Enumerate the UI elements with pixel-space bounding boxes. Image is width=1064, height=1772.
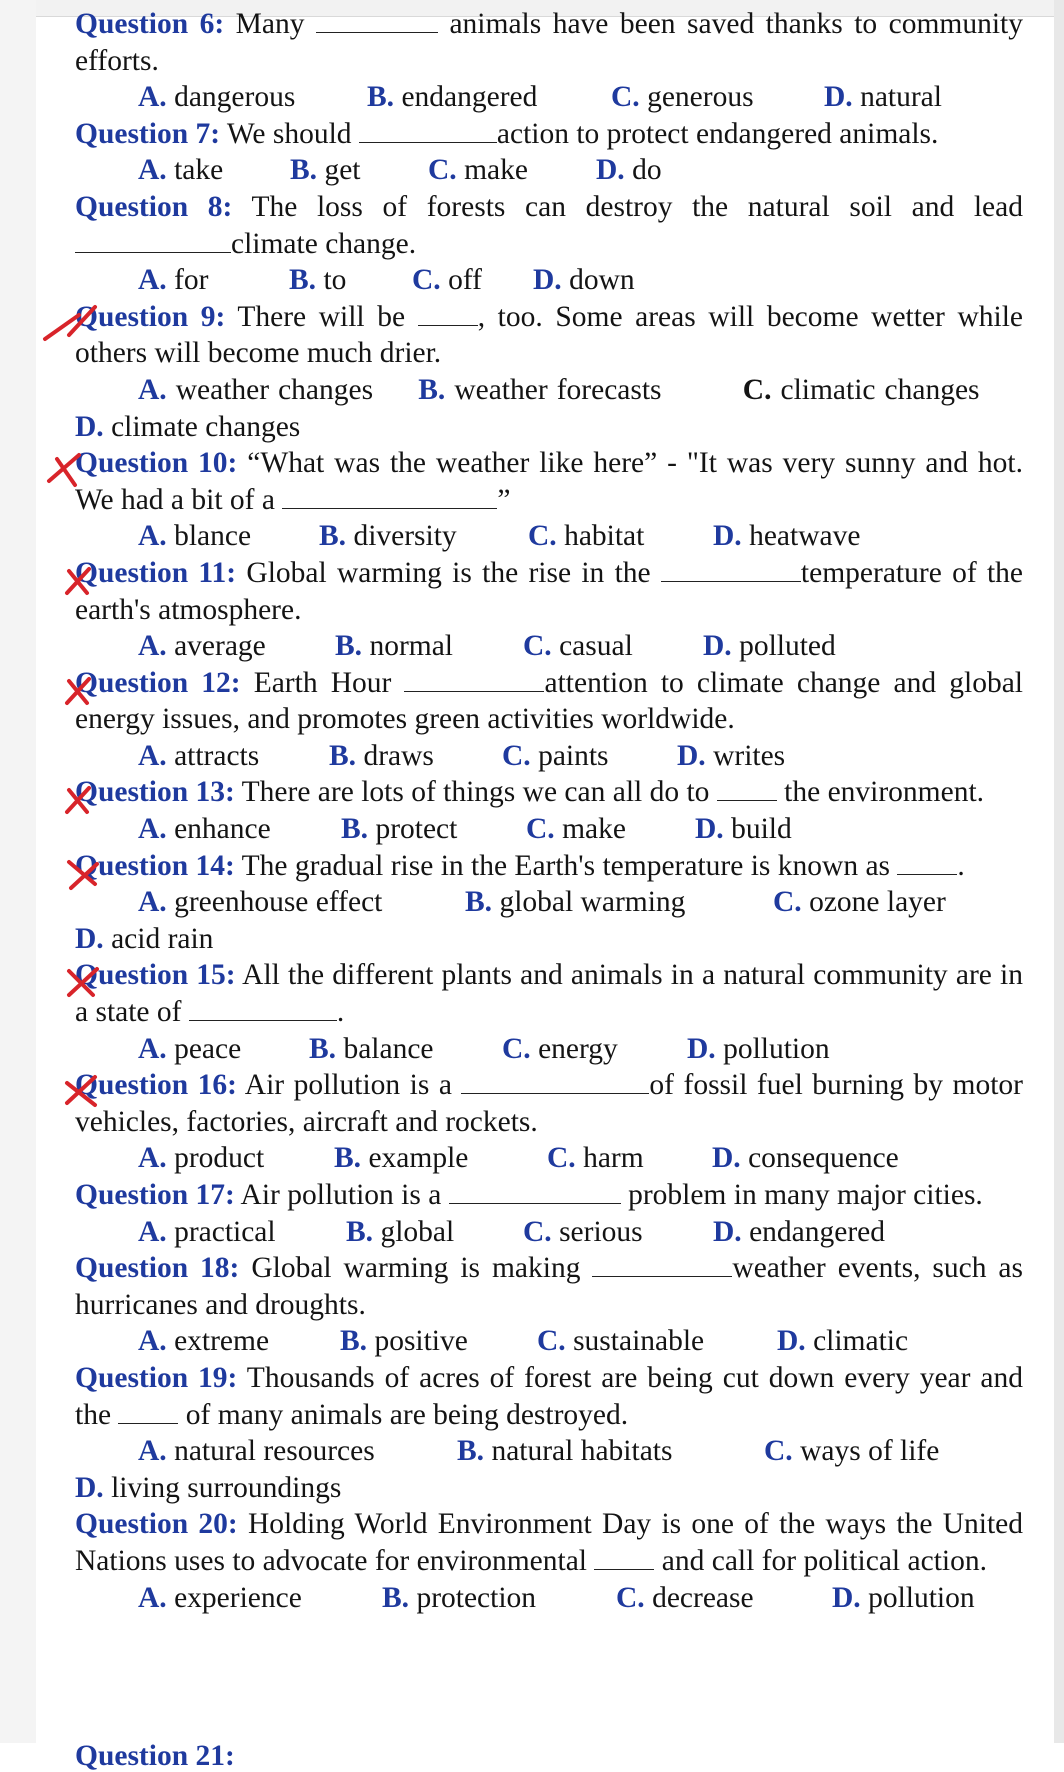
red-cross-mark-icon	[39, 561, 99, 597]
option-b[interactable]: B. weather forecasts	[418, 373, 662, 406]
question-label: Question 14:	[75, 849, 235, 882]
red-cross-mark-icon	[39, 451, 99, 487]
question-stem	[75, 1067, 1023, 1140]
stem-text-before: Global warming is making	[239, 1252, 593, 1285]
option-d[interactable]: D. climatic	[777, 1325, 909, 1358]
question-stem	[75, 1506, 1023, 1579]
stem-text-after: the environment.	[776, 776, 985, 809]
question-label: Question 20:	[75, 1508, 238, 1541]
option-a[interactable]: A. extreme	[138, 1325, 270, 1358]
stem-text-after: animals have been saved thanks to community efforts.	[75, 8, 1023, 77]
answer-blank	[418, 303, 478, 326]
answer-options-continued	[75, 1470, 1023, 1507]
answer-blank	[404, 669, 544, 692]
option-d[interactable]: D. climate changes	[75, 410, 301, 443]
answer-options	[75, 738, 1023, 775]
option-b[interactable]: B. to	[289, 264, 347, 297]
question-label: Question 8:	[75, 190, 233, 223]
option-a[interactable]: A. experience	[138, 1581, 302, 1614]
question-11	[75, 555, 1023, 665]
answer-options	[75, 1140, 1023, 1177]
question-label: Question 12:	[75, 666, 241, 699]
next-question-label: Question 21:	[75, 1740, 235, 1772]
stem-text-before: Air pollution is a	[234, 1179, 449, 1211]
option-a[interactable]: A. average	[138, 630, 266, 663]
option-d[interactable]: D. consequence	[712, 1142, 899, 1175]
answer-blank	[661, 559, 801, 582]
stem-text-before: All the different plants and animals in a natural community are in a state of	[75, 959, 1023, 1029]
question-stem	[75, 555, 1023, 628]
stem-text-after: of many animals are being destroyed.	[178, 1398, 629, 1431]
question-label: Question 11:	[75, 556, 237, 589]
option-a[interactable]: A. for	[138, 264, 209, 297]
option-c[interactable]: C. climatic changes	[742, 373, 980, 406]
question-16	[75, 1067, 1023, 1177]
answer-options	[75, 372, 1023, 445]
answer-blank	[717, 778, 777, 801]
red-cross-mark-icon	[39, 1073, 99, 1109]
stem-text-after: attention to climate change and global energy issues, and promotes green activities worldwide.	[75, 666, 1023, 736]
question-label: Question 9:	[75, 300, 226, 333]
answer-options	[75, 262, 1023, 299]
answer-options	[75, 628, 1023, 665]
answer-options	[75, 1214, 1023, 1251]
answer-blank	[449, 1181, 621, 1204]
option-a[interactable]: A. peace	[138, 1032, 242, 1065]
stem-text-after: and call for political action.	[654, 1544, 987, 1577]
answer-options	[75, 1323, 1023, 1360]
option-b[interactable]: B. natural habitats	[457, 1435, 673, 1468]
red-cross-mark-icon	[39, 854, 99, 890]
question-label: Question 15:	[75, 959, 236, 992]
option-c[interactable]: C. off	[412, 264, 482, 297]
question-label: Question 19:	[75, 1361, 238, 1394]
question-stem	[75, 445, 1023, 518]
option-a[interactable]: A. practical	[138, 1215, 276, 1248]
answer-blank	[594, 1547, 654, 1570]
option-d[interactable]: D. build	[695, 813, 792, 846]
stem-text-after: ”	[497, 483, 511, 516]
stem-text-before: Air pollution is a	[236, 1069, 462, 1102]
question-label: Question 7:	[75, 117, 221, 150]
question-9	[75, 299, 1023, 445]
answer-blank	[316, 10, 438, 33]
option-c[interactable]: C. decrease	[616, 1581, 754, 1614]
red-cross-mark-icon	[39, 963, 99, 999]
option-a[interactable]: A. product	[138, 1142, 265, 1175]
stem-text-after: weather events, such as hurricanes and droughts.	[75, 1252, 1023, 1321]
right-margin	[1054, 0, 1064, 1743]
stem-text-before: Many	[224, 8, 316, 40]
question-stem	[75, 299, 1023, 372]
option-b[interactable]: B. draws	[329, 739, 434, 772]
option-c[interactable]: C. habitat	[528, 520, 645, 553]
question-15	[75, 957, 1023, 1067]
option-c[interactable]: C. paints	[502, 739, 609, 772]
option-b[interactable]: B. example	[334, 1142, 469, 1175]
option-b[interactable]: B. endangered	[367, 81, 538, 114]
answer-blank	[75, 230, 231, 253]
option-b[interactable]: B. global	[346, 1215, 455, 1248]
option-b[interactable]: B. global warming	[465, 886, 686, 919]
option-d[interactable]: D. living surroundings	[75, 1471, 342, 1504]
option-d[interactable]: D. natural	[824, 81, 942, 114]
stem-text-after: action to protect endangered animals.	[496, 117, 939, 150]
option-a[interactable]: A. natural resources	[138, 1435, 375, 1468]
red-cross-mark-icon	[39, 780, 99, 816]
option-d[interactable]: D. writes	[677, 739, 786, 772]
answer-options	[75, 518, 1023, 555]
option-a[interactable]: A. enhance	[138, 813, 271, 846]
option-a[interactable]: A. blance	[138, 520, 252, 553]
option-c[interactable]: C. sustainable	[537, 1325, 705, 1358]
option-c[interactable]: C. ozone layer	[773, 886, 946, 919]
question-label: Question 16:	[75, 1069, 237, 1102]
worksheet-page	[75, 6, 1023, 1616]
option-c[interactable]: C. ways of life	[764, 1435, 940, 1468]
option-a[interactable]: A. weather changes	[138, 373, 374, 406]
option-b[interactable]: B. positive	[340, 1325, 468, 1358]
option-a[interactable]: A. dangerous	[138, 81, 296, 114]
question-stem	[75, 1177, 1023, 1214]
stem-text-after: .	[336, 996, 345, 1029]
question-label: Question 10:	[75, 447, 238, 480]
option-d[interactable]: D. pollution	[687, 1032, 830, 1065]
option-c[interactable]: C. casual	[523, 630, 633, 663]
question-17	[75, 1177, 1023, 1250]
option-d[interactable]: D. down	[533, 264, 635, 297]
option-c[interactable]: C. harm	[547, 1142, 644, 1175]
answer-blank	[359, 120, 497, 143]
question-14	[75, 848, 1023, 958]
stem-text-before: “What was the weather like here” - "It was very sunny and hot. We had a bit of a	[75, 447, 1023, 516]
question-label: Question 13:	[75, 776, 235, 809]
question-18	[75, 1250, 1023, 1360]
option-a[interactable]: A. attracts	[138, 739, 260, 772]
option-d[interactable]: D. heatwave	[713, 520, 861, 553]
red-cross-mark-icon	[39, 305, 99, 341]
option-a[interactable]: A. take	[138, 154, 224, 187]
question-label: Question 6:	[75, 8, 225, 40]
answer-blank	[461, 1071, 649, 1094]
stem-text-before: Holding World Environment Day is one of the ways the United Nations uses to advocate for environmental	[75, 1508, 1023, 1577]
question-stem	[75, 774, 1023, 811]
answer-blank	[592, 1254, 732, 1277]
question-20	[75, 1506, 1023, 1616]
question-13	[75, 774, 1023, 847]
question-6	[75, 6, 1023, 116]
stem-text-before: Earth Hour	[240, 666, 405, 699]
option-c[interactable]: C. serious	[523, 1215, 643, 1248]
option-c[interactable]: C. make	[428, 154, 528, 187]
answer-options	[75, 1031, 1023, 1068]
option-d[interactable]: D. endangered	[713, 1215, 886, 1248]
stem-text-before: The loss of forests can destroy the natural soil and lead	[232, 190, 1023, 223]
question-stem	[75, 848, 1023, 885]
option-c[interactable]: C. energy	[502, 1032, 618, 1065]
question-stem	[75, 1250, 1023, 1323]
answer-options	[75, 79, 1023, 116]
question-10	[75, 445, 1023, 555]
question-stem	[75, 1360, 1023, 1433]
question-stem	[75, 665, 1023, 738]
stem-text-after: of fossil fuel burning by motor vehicles, factories, aircraft and rockets.	[75, 1069, 1023, 1138]
question-label: Question 17:	[75, 1179, 235, 1211]
option-b[interactable]: B. normal	[335, 630, 453, 663]
stem-text-after: , too. Some areas will become wetter while others will become much drier.	[75, 300, 1023, 370]
answer-options	[75, 152, 1023, 189]
left-margin	[0, 0, 36, 1743]
option-d[interactable]: D. polluted	[703, 630, 836, 663]
stem-text-before: Thousands of acres of forest are being cut down every year and the	[75, 1361, 1023, 1431]
stem-text-after: temperature of the earth's atmosphere.	[75, 556, 1023, 626]
question-label: Question 18:	[75, 1252, 240, 1285]
option-c[interactable]: C. make	[526, 813, 626, 846]
option-c[interactable]: C. generous	[611, 81, 754, 114]
answer-blank	[897, 852, 957, 875]
option-d[interactable]: D. pollution	[832, 1581, 975, 1614]
option-d[interactable]: D. acid rain	[75, 922, 214, 955]
question-stem	[75, 6, 1023, 79]
option-b[interactable]: B. protect	[341, 813, 458, 846]
question-19	[75, 1360, 1023, 1506]
stem-text-after: problem in many major cities.	[620, 1179, 983, 1211]
stem-text-before: The gradual rise in the Earth's temperature is known as	[234, 849, 898, 882]
question-8	[75, 189, 1023, 299]
option-b[interactable]: B. balance	[309, 1032, 434, 1065]
question-12	[75, 665, 1023, 775]
answer-blank	[189, 998, 337, 1021]
stem-text-after: climate change.	[231, 227, 417, 260]
next-question-cutoff	[75, 1728, 1023, 1772]
red-cross-mark-icon	[39, 671, 99, 707]
answer-options	[75, 1580, 1023, 1617]
option-b[interactable]: B. protection	[382, 1581, 537, 1614]
answer-blank	[118, 1401, 178, 1424]
answer-options	[75, 811, 1023, 848]
option-b[interactable]: B. get	[290, 154, 361, 187]
answer-options-continued	[75, 921, 1023, 958]
stem-text-before: We should	[220, 117, 359, 150]
stem-text-before: There will be	[225, 300, 418, 333]
question-stem	[75, 116, 1023, 153]
answer-blank	[282, 486, 497, 509]
option-d[interactable]: D. do	[596, 154, 662, 187]
question-7	[75, 116, 1023, 189]
question-stem	[75, 189, 1023, 262]
answer-options	[75, 884, 1023, 921]
stem-text-before: There are lots of things we can all do to	[234, 776, 717, 809]
answer-options	[75, 1433, 1023, 1470]
question-stem	[75, 957, 1023, 1030]
option-a[interactable]: A. greenhouse effect	[138, 886, 383, 919]
stem-text-after: .	[957, 849, 965, 882]
stem-text-before: Global warming is the rise in the	[236, 556, 661, 589]
option-b[interactable]: B. diversity	[319, 520, 457, 553]
